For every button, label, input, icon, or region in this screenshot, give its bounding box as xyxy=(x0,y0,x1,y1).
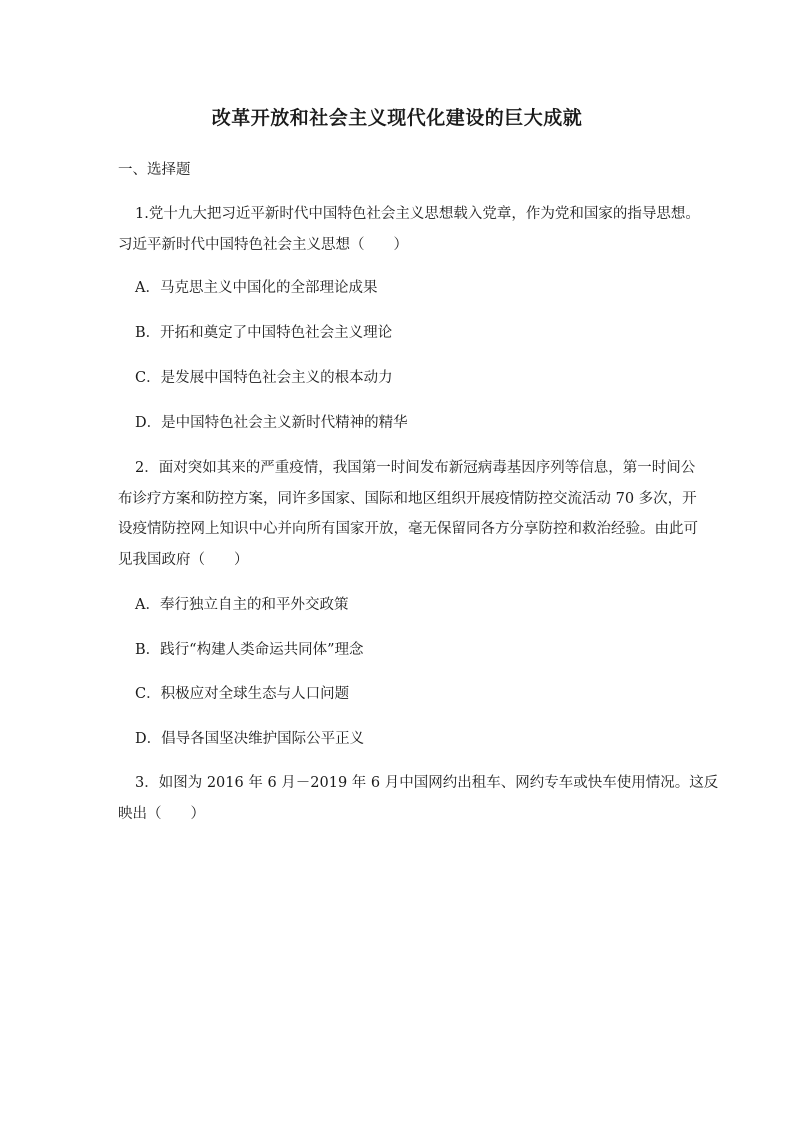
question-1-stem-line-2: 习近平新时代中国特色社会主义思想（ ） xyxy=(118,237,408,253)
question-1-stem-line-1: 1.党十九大把习近平新时代中国特色社会主义思想载入党章，作为党和国家的指导思想。 xyxy=(135,206,700,222)
question-2-option-d: D．倡导各国坚决维护国际公平正义 xyxy=(135,731,365,747)
question-1-option-d: D．是中国特色社会主义新时代精神的精华 xyxy=(135,415,408,431)
question-3-stem-line-1: 3．如图为 2016 年 6 月－2019 年 6 月中国网约出租车、网约专车或快车使用情况。这反 xyxy=(135,775,719,791)
question-2-option-b: B．践行“构建人类命运共同体”理念 xyxy=(135,642,364,658)
question-2-stem-line-3: 设疫情防控网上知识中心并向所有国家开放，毫无保留同各方分享防控和救治经验。由此可 xyxy=(118,521,698,537)
question-2-stem-line-4: 见我国政府（ ） xyxy=(118,552,249,568)
question-1-option-b: B．开拓和奠定了中国特色社会主义理论 xyxy=(135,325,393,341)
page-title: 改革开放和社会主义现代化建设的巨大成就 xyxy=(211,107,583,129)
question-2-option-a: A．奉行独立自主的和平外交政策 xyxy=(135,597,349,613)
question-2-stem-line-1: 2．面对突如其来的严重疫情，我国第一时间发布新冠病毒基因序列等信息，第一时间公 xyxy=(135,460,696,476)
question-2-stem-line-2: 布诊疗方案和防控方案，同许多国家、国际和地区组织开展疫情防控交流活动 70 多次，开 xyxy=(118,491,697,507)
question-3-stem-line-2: 映出（ ） xyxy=(118,806,205,822)
question-1-option-c: C．是发展中国特色社会主义的根本动力 xyxy=(135,370,393,386)
section-heading: 一、选择题 xyxy=(118,162,191,178)
question-2-option-c: C．积极应对全球生态与人口问题 xyxy=(135,686,350,702)
question-1-option-a: A．马克思主义中国化的全部理论成果 xyxy=(135,280,378,296)
